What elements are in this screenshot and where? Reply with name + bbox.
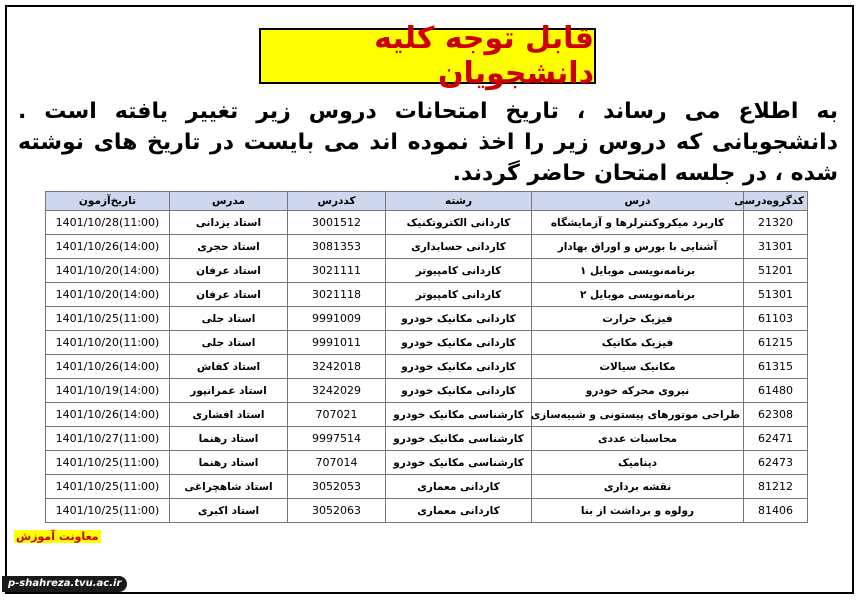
cell-field: کاردانی کامپیوتر <box>386 283 532 307</box>
cell-field: کارشناسی مکانیک خودرو <box>386 403 532 427</box>
cell-course: مکانیک سیالات <box>532 355 744 379</box>
cell-exam-date: 1401/10/20(14:00) <box>46 259 170 283</box>
notice-text: به اطلاع می رساند ، تاریخ امتحانات دروس زیر تغییر یافته است . دانشجویانی که دروس زیر را اخذ نموده اند می بایست در تاریخ های نوشته شده ، در جلسه امتحان حاضر گردند. <box>18 99 838 186</box>
cell-field: کاردانی حسابداری <box>386 235 532 259</box>
cell-exam-date: 1401/10/26(14:00) <box>46 355 170 379</box>
cell-course-code: 3021111 <box>288 259 386 283</box>
signature: معاونت آموزش <box>16 530 99 543</box>
cell-course: طراحی موتورهای پیستونی و شبیه‌سازی <box>532 403 744 427</box>
table-row <box>46 451 808 475</box>
cell-course-code: 3001512 <box>288 211 386 235</box>
cell-group-code: 61480 <box>744 379 808 403</box>
cell-teacher: استاد عرفان <box>170 259 288 283</box>
table-row <box>46 475 808 499</box>
header-course: درس <box>532 192 744 211</box>
cell-field: کارشناسی مکانیک خودرو <box>386 451 532 475</box>
cell-group-code: 61315 <box>744 355 808 379</box>
site-url[interactable]: p-shahreza.tvu.ac.ir <box>2 576 127 592</box>
cell-teacher: استاد یزدانی <box>170 211 288 235</box>
cell-course-code: 9991011 <box>288 331 386 355</box>
header-exam-date: تاریخ‌آزمون <box>46 192 170 211</box>
cell-course-code: 9997514 <box>288 427 386 451</box>
cell-course-code: 3052053 <box>288 475 386 499</box>
cell-course-code: 3242029 <box>288 379 386 403</box>
cell-field: کاردانی مکانیک خودرو <box>386 307 532 331</box>
cell-group-code: 62473 <box>744 451 808 475</box>
cell-course: آشنایی با بورس و اوراق بهادار <box>532 235 744 259</box>
cell-exam-date: 1401/10/20(14:00) <box>46 283 170 307</box>
cell-course: نقشه برداری <box>532 475 744 499</box>
cell-teacher: استاد حجری <box>170 235 288 259</box>
cell-teacher: استاد رهنما <box>170 427 288 451</box>
cell-field: کاردانی مکانیک خودرو <box>386 379 532 403</box>
cell-course: نیروی محرکه خودرو <box>532 379 744 403</box>
table-row <box>46 355 808 379</box>
header-course-code: کددرس <box>288 192 386 211</box>
cell-teacher: استاد جلی <box>170 307 288 331</box>
cell-course: رولوه و برداشت از بنا <box>532 499 744 523</box>
cell-course: برنامه‌نویسی موبایل ۱ <box>532 259 744 283</box>
exam-schedule-table <box>45 191 808 523</box>
cell-teacher: استاد کفاش <box>170 355 288 379</box>
cell-course: فیزیک مکانیک <box>532 331 744 355</box>
table-row <box>46 499 808 523</box>
table-row <box>46 235 808 259</box>
cell-group-code: 51301 <box>744 283 808 307</box>
table-row <box>46 403 808 427</box>
header-teacher: مدرس <box>170 192 288 211</box>
cell-course-code: 3081353 <box>288 235 386 259</box>
cell-exam-date: 1401/10/26(14:00) <box>46 235 170 259</box>
table-row <box>46 307 808 331</box>
cell-group-code: 21320 <box>744 211 808 235</box>
table-row <box>46 427 808 451</box>
cell-teacher: استاد عرفان <box>170 283 288 307</box>
table-row <box>46 379 808 403</box>
cell-course: فیزیک حرارت <box>532 307 744 331</box>
cell-field: کاردانی مکانیک خودرو <box>386 355 532 379</box>
cell-exam-date: 1401/10/25(11:00) <box>46 307 170 331</box>
table-row <box>46 283 808 307</box>
cell-course: دینامیک <box>532 451 744 475</box>
cell-teacher: استاد جلی <box>170 331 288 355</box>
cell-teacher: استاد شاهچراغی <box>170 475 288 499</box>
cell-exam-date: 1401/10/20(11:00) <box>46 331 170 355</box>
cell-teacher: استاد رهنما <box>170 451 288 475</box>
cell-exam-date: 1401/10/28(11:00) <box>46 211 170 235</box>
cell-course: برنامه‌نویسی موبایل ۲ <box>532 283 744 307</box>
cell-course-code: 3021118 <box>288 283 386 307</box>
cell-course-code: 3052063 <box>288 499 386 523</box>
header-group-code: کدگروه‌درسی <box>744 192 808 211</box>
cell-exam-date: 1401/10/25(11:00) <box>46 499 170 523</box>
cell-field: کارشناسی مکانیک خودرو <box>386 427 532 451</box>
cell-group-code: 51201 <box>744 259 808 283</box>
cell-course: کاربرد میکروکنترلرها و آزمایشگاه <box>532 211 744 235</box>
cell-exam-date: 1401/10/27(11:00) <box>46 427 170 451</box>
cell-teacher: استاد اکبری <box>170 499 288 523</box>
cell-course-code: 9991009 <box>288 307 386 331</box>
cell-field: کاردانی کامپیوتر <box>386 259 532 283</box>
cell-exam-date: 1401/10/25(11:00) <box>46 451 170 475</box>
cell-field: کاردانی معماری <box>386 499 532 523</box>
page-title: قابل توجه کلیه دانشجویان <box>374 21 594 91</box>
cell-teacher: استاد عمرانپور <box>170 379 288 403</box>
cell-group-code: 62308 <box>744 403 808 427</box>
cell-group-code: 81406 <box>744 499 808 523</box>
table-row <box>46 331 808 355</box>
cell-group-code: 62471 <box>744 427 808 451</box>
cell-exam-date: 1401/10/25(11:00) <box>46 475 170 499</box>
cell-course: محاسبات عددی <box>532 427 744 451</box>
cell-exam-date: 1401/10/19(14:00) <box>46 379 170 403</box>
cell-group-code: 61103 <box>744 307 808 331</box>
header-field: رشته <box>386 192 532 211</box>
cell-field: کاردانی الکتروتکنیک <box>386 211 532 235</box>
cell-teacher: استاد افشاری <box>170 403 288 427</box>
cell-field: کاردانی مکانیک خودرو <box>386 331 532 355</box>
table-row <box>46 211 808 235</box>
title-banner <box>259 21 596 91</box>
cell-field: کاردانی معماری <box>386 475 532 499</box>
cell-group-code: 61215 <box>744 331 808 355</box>
table-header-row <box>46 192 808 211</box>
cell-group-code: 81212 <box>744 475 808 499</box>
cell-course-code: 707021 <box>288 403 386 427</box>
cell-course-code: 3242018 <box>288 355 386 379</box>
cell-group-code: 31301 <box>744 235 808 259</box>
cell-exam-date: 1401/10/26(14:00) <box>46 403 170 427</box>
table-row <box>46 259 808 283</box>
cell-course-code: 707014 <box>288 451 386 475</box>
